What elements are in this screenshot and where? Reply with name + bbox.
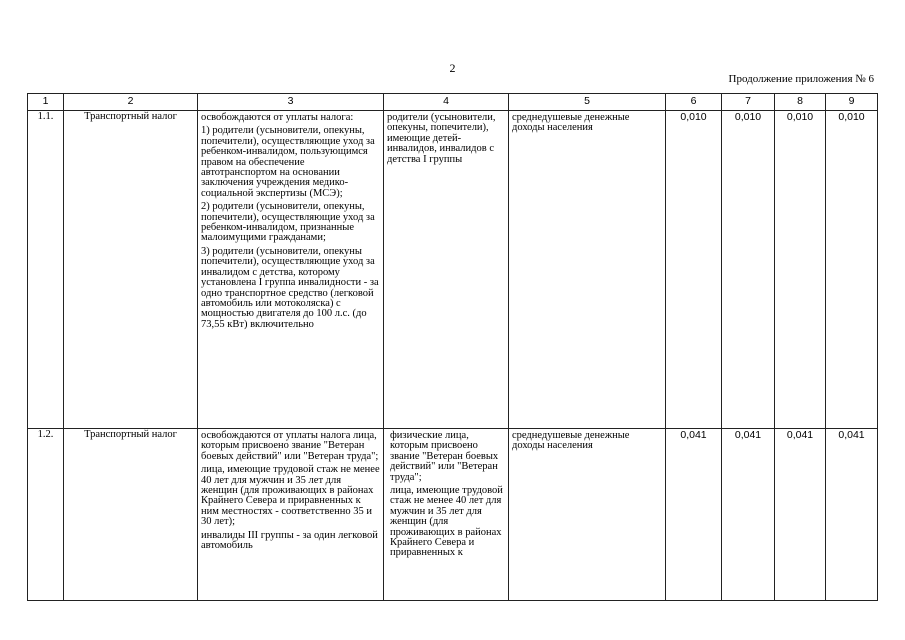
benefits-table	[27, 93, 878, 601]
recipient-text: родители (усыновители, опекуны, попечители), имеющие детей-инвалидов, инвалидов с детства I группы	[387, 112, 496, 165]
continuation-note: Продолжение приложения № 6	[728, 73, 874, 85]
column-header: 7	[722, 94, 775, 111]
indicator-cell	[509, 429, 666, 601]
value-col8: 0,041	[775, 429, 826, 601]
column-header: 3	[198, 94, 384, 111]
indicator-cell	[509, 111, 666, 429]
value-col7: 0,041	[722, 429, 775, 601]
page-number: 2	[449, 61, 456, 75]
recipients-cell	[384, 111, 509, 429]
condition-text: освобождаются от уплаты налога:	[201, 112, 354, 123]
recipients-cell	[384, 429, 509, 601]
header-row	[28, 94, 878, 111]
tax-name: Транспортный налог	[64, 429, 198, 601]
condition-text: 2) родители (усыновители, опекуны, попечители), осуществляющие уход за ребенком-инвалидом, признанные малоимущими гражданами;	[201, 201, 375, 244]
condition-text: 1) родители (усыновители, опекуны, попечители), осуществляющие уход за ребенком-инвалидом, пользующимся правом на обеспечение автотранспортом на основании заключения учреждения медико-социальной экспертизы (МСЭ);	[201, 125, 375, 199]
column-header: 9	[826, 94, 878, 111]
conditions-cell	[198, 111, 384, 429]
column-header: 8	[775, 94, 826, 111]
recipient-text: лица, имеющие трудовой стаж не менее 40 лет для мужчин и 35 лет для женщин (для проживающих в районах Крайнего Севера и приравненных к	[390, 485, 503, 559]
value-col9: 0,041	[826, 429, 878, 601]
column-header: 6	[666, 94, 722, 111]
table-row	[28, 429, 878, 601]
indicator-text: среднедушевые денежные доходы населения	[512, 112, 630, 134]
column-header: 5	[509, 94, 666, 111]
conditions-cell	[198, 429, 384, 601]
value-col6: 0,010	[666, 111, 722, 429]
value-col7: 0,010	[722, 111, 775, 429]
column-header: 1	[28, 94, 64, 111]
value-col8: 0,010	[775, 111, 826, 429]
row-index: 1.1.	[28, 111, 64, 429]
value-col9: 0,010	[826, 111, 878, 429]
condition-text: лица, имеющие трудовой стаж не менее 40 лет для мужчин и 35 лет для женщин (для проживающих в районах Крайнего Севера и приравненных к ним местностях - соответственно 35 и 30 лет);	[201, 464, 380, 528]
table-row	[28, 111, 878, 429]
condition-text: инвалиды III группы - за один легковой автомобиль	[201, 529, 378, 552]
indicator-text: среднедушевые денежные доходы населения	[512, 430, 630, 452]
recipient-text: физические лица, которым присвоено звание "Ветеран боевых действий" или "Ветеран труда";	[390, 430, 499, 483]
condition-text: 3) родители (усыновители, опекуны попечители), осуществляющие уход за инвалидом с детства, которому установлена I группа инвалидности - за одно транспортное средство (легковой автомобиль или мотоколяска) с мощностью двигателя до 100 л.с. (до 73,55 кВт) включительно	[201, 245, 379, 330]
column-header: 2	[64, 94, 198, 111]
value-col6: 0,041	[666, 429, 722, 601]
condition-text: освобождаются от уплаты налога лица, которым присвоено звание "Ветеран боевых действий" или "Ветеран труда";	[201, 430, 379, 462]
row-index: 1.2.	[28, 429, 64, 601]
tax-name: Транспортный налог	[64, 111, 198, 429]
column-header: 4	[384, 94, 509, 111]
